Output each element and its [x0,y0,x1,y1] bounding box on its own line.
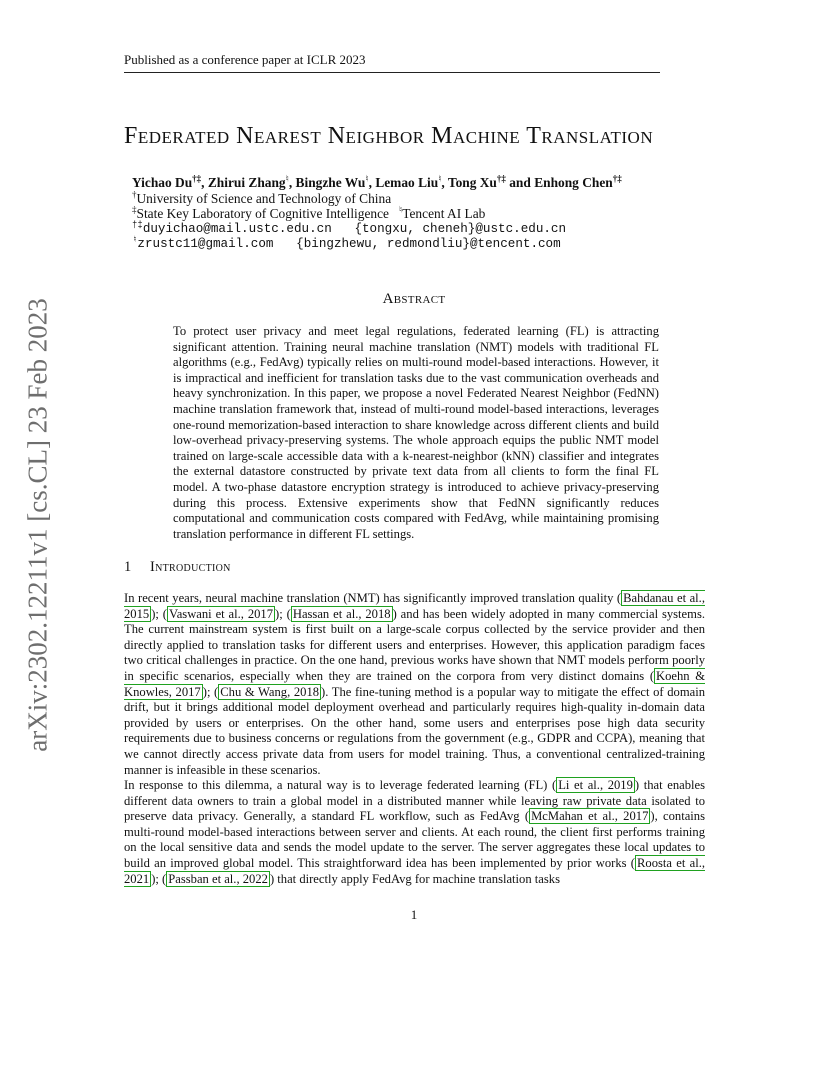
author-separator: , [201,175,208,190]
author-affiliation-mark: ♮ [365,173,369,184]
paragraph-text: . The fine-tuning method is a popular way to mitigate the effect of domain drift, but it brings additional model deployment overhead and particularly requires high-quality in-domain data provided by users or enterprises. On the other hand, some users and enterprises pose high data security requirements due to business concerns or regulations from the government (e.g., GDPR and CCPA), meaning that we cannot directly access private data from users for model training. Thus, a conventional centralized-training manner is infeasible in these scenarios. [124,684,706,777]
paragraph-text: and has been widely adopted in many commercial systems. The current mainstream system is first built on a large-scale corpus collected by the service provider and then directly applied to translation tasks for different users and enterprises. However, this application paradigm faces two critical challenges in practice. On the one hand, previous works have shown that NMT models perform poorly in specific scenarios, especially when they are trained on the corpora from very distinct domains [124,606,705,683]
paragraph-text: that enables different data owners to train a global model in a distributed manner while leaving raw private data isolated to preserve data privacy. Generally, a standard FL workflow, such as FedAvg [124,778,705,824]
affiliation-line-2 [132,206,622,222]
paragraph-text: ; [155,871,163,886]
email-mark: †‡ [132,219,143,230]
citation-link[interactable]: Chu & Wang, 2018 [220,684,320,699]
affiliation-mark: † [132,189,137,200]
author-separator: , [368,175,376,190]
section-number: 1 [124,559,132,575]
affiliation-mark: ♮ [399,204,403,215]
paragraph-text: , contains multi-round model-based interactions between server and clients. At each round, the client first performs training on the local sensitive data and sends the model update to the server. The server aggregates these local updates to build an improved global model. This straightforward idea has been implemented by prior works [124,809,705,870]
citation-link[interactable]: Roosta et al., 2021 [124,855,705,886]
section-title: Introduction [150,559,231,575]
email-line-2 [132,234,622,253]
section-heading [124,559,231,576]
email-line-1 [132,219,622,238]
author-affiliation-mark: ♮ [285,173,289,184]
author-name: Lemao Liu [375,175,439,190]
affiliation-line-1 [132,191,622,207]
author-block [132,175,622,253]
paragraph-text: ; [155,606,163,621]
affiliation-mark: ‡ [132,204,137,215]
email-address[interactable]: {tongxu, cheneh}@ustc.edu.cn [354,221,567,236]
citation-link[interactable]: Passban et al., 2022 [168,871,268,886]
citation-link[interactable]: Vaswani et al., 2017 [169,606,274,621]
paragraph-text: ; [279,606,287,621]
citation-link[interactable]: Hassan et al., 2018 [292,606,391,621]
conference-header: Published as a conference paper at ICLR 2023 [124,52,660,73]
intro-paragraph-2: In response to this dilemma, a natural way is to leverage federated learning (FL) ( Li et al., 2019 ) that enables different data owners to train a global model in a distributed manner while leaving raw private data isolated to preserve data privacy. Generally, a standard FL workflow, such as FedAvg ( McMahan et al., 2017 ), contains multi-round model-based interactions between server and clients. At each round, the client first performs training on the local sensitive data and sends the model update to the server. The server aggregates these local updates to build an improved global model. This straightforward idea has been implemented by prior works ( Roosta et al., 2021 ); ( Passban et al., 2022 ) that directly apply FedAvg for machine translation tasks [124,778,705,886]
arxiv-identifier-stamp[interactable] [18,290,58,760]
affiliation-text: University of Science and Technology of China [136,190,392,206]
author-separator: , [441,175,448,190]
page-number: 1 [410,907,418,922]
citation-link[interactable]: Li et al., 2019 [558,778,633,792]
abstract-heading: Abstract [382,291,446,307]
citation-link[interactable]: McMahan et al., 2017 [531,809,649,824]
paragraph-text: In recent years, neural machine translation (NMT) has significantly improved translation quality [124,591,617,605]
author-affiliation-mark: ♮ [438,173,442,184]
affiliation-text: State Key Laboratory of Cognitive Intelligence [136,206,389,221]
email-address[interactable]: duyichao@mail.ustc.edu.cn [142,221,332,236]
author-name: Tong Xu [447,175,497,190]
author-name: Yichao Du [132,175,193,190]
author-names [132,175,622,191]
email-address[interactable]: {bingzhewu, redmondliu}@tencent.com [296,237,561,251]
author-affiliation-mark: †‡ [496,173,506,184]
affiliation-text: Tencent AI Lab [402,206,486,221]
author-separator: , [288,175,296,190]
citation-link[interactable]: Bahdanau et al., 2015 [124,591,705,621]
paper-title: Federated Nearest Neighbor Machine Translation [124,123,654,149]
paragraph-text: ; [206,684,215,699]
intro-paragraph-1: In recent years, neural machine translation (NMT) has significantly improved translation quality ( Bahdanau et al., 2015 ); ( Vaswani et al., 2017 ); ( Hassan et al., 2018 ) and has been widely adopted in many commercial systems. The current mainstream system is first built on a large-scale corpus collected by the service provider and then directly applied to translation tasks for different users and enterprises. However, this application paradigm faces two critical challenges in practice. On the one hand, previous works have shown that NMT models perform poorly in specific scenarios, especially when they are trained on the corpora from very distinct domains ( Koehn & Knowles, 2017 ); ( Chu & Wang, 2018 ). The fine-tuning method is a popular way to mitigate the effect of domain drift, but it brings additional model deployment overhead and particularly requires high-quality in-domain data provided by users or enterprises. On the other hand, some users and enterprises pose high data security requirements due to business concerns or regulations from the government (e.g., GDPR and CCPA), meaning that we cannot directly access private data from users for model training. Thus, a conventional centralized-training manner is infeasible in these scenarios. [124,591,706,777]
author-affiliation-mark: †‡ [612,173,622,184]
email-address[interactable]: zrustc11@gmail.com [137,237,274,251]
author-name: Bingzhe Wu [295,175,366,190]
paragraph-text: that directly apply FedAvg for machine translation tasks [274,871,560,886]
citation-link[interactable]: Koehn & Knowles, 2017 [124,668,705,699]
abstract-text: To protect user privacy and meet legal regulations, federated learning (FL) is attracting significant attention. Training neural machine translation (NMT) models with traditional FL algorithms (e.g., FedAvg) typically relies on multi-round model-based interactions. However, it is impractical and inefficient for translation tasks due to the vast communication overheads and heavy synchronization. In this paper, we propose a novel Federated Nearest Neighbor (FedNN) machine translation framework that, instead of multi-round model-based interactions, leverages one-round memorization-based interaction to share knowledge across different clients and build low-overhead privacy-preserving systems. The whole approach equips the public NMT model trained on large-scale accessible data with a k-nearest-neighbor (kNN) classifier and integrates the external datastore constructed by private text data from all clients to form the final FL model. A two-phase datastore encryption strategy is introduced to achieve privacy-preserving during this process. Extensive experiments show that FedNN significantly reduces computational and communication costs compared with FedAvg, while maintaining promising translation performance in different FL settings. [173,324,659,541]
author-separator: and [505,175,535,190]
author-name: Enhong Chen [534,175,613,190]
author-name: Zhirui Zhang [207,175,286,190]
author-affiliation-mark: †‡ [192,173,202,184]
paragraph-text: In response to this dilemma, a natural way is to leverage federated learning (FL) [124,778,552,792]
email-mark: ♮ [132,234,138,245]
arxiv-identifier-text: arXiv:2302.12211v1 [cs.CL] 23 Feb 2023 [22,298,53,752]
